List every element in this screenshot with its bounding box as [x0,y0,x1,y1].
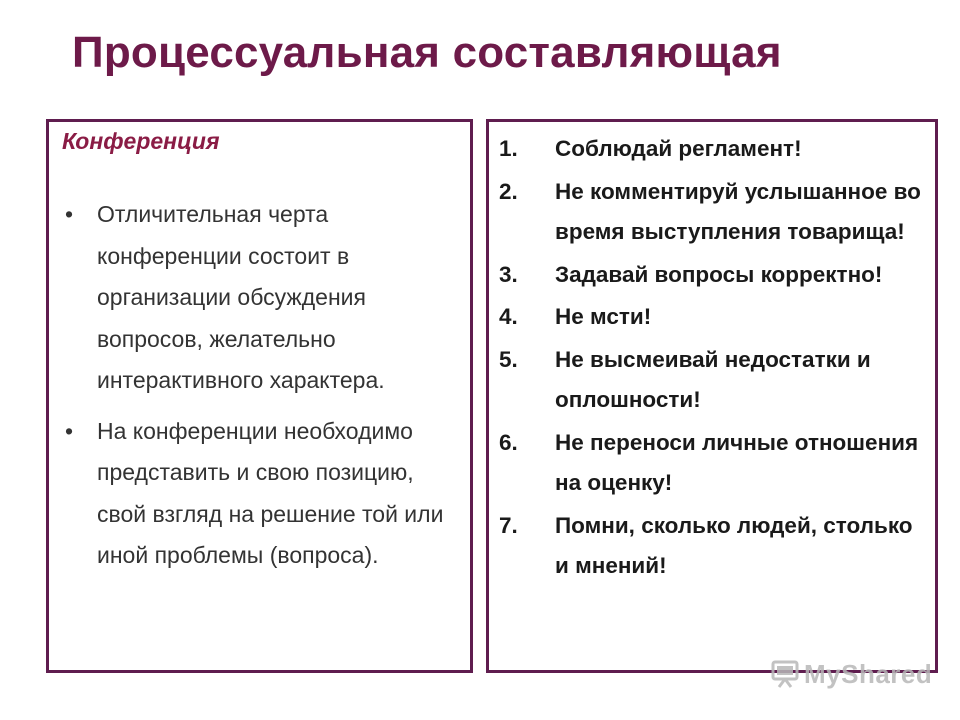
rule-text: Не переноси личные отношения на оценку! [555,429,919,495]
list-item [499,297,929,338]
list-item [59,411,459,577]
rule-text: Помни, сколько людей, столько и мнений! [555,512,913,578]
bullet-text: Отличительная черта конференции состоит в организации обсуждения вопросов, желательно интерактивного характера. [97,201,385,393]
slide-title: Процессуальная составляющая [72,28,782,77]
list-item [499,172,929,253]
rules-panel [486,119,938,673]
rule-text: Не комментируй услышанное во время выступления товарища! [555,178,921,244]
rule-text: Не высмеивай недостатки и оплошности! [555,346,871,412]
list-item [59,194,459,402]
bullet-icon: • [64,417,74,444]
conference-panel [46,119,473,673]
rule-number: 4. [499,304,518,329]
conference-bullet-list [59,194,459,586]
list-item [499,506,929,587]
list-item [499,255,929,296]
list-item [499,423,929,504]
watermark-text: MyShared [804,658,933,689]
rule-number: 7. [499,512,518,538]
rule-number: 2. [499,178,518,204]
presentation-board-icon [770,659,800,689]
bullet-icon: • [64,201,74,227]
rule-text: Задавай вопросы корректно! [555,261,883,287]
conference-heading: Конференция [62,128,220,154]
rule-text: Не мсти! [555,304,652,329]
rule-number: 6. [499,429,518,455]
rule-number: 1. [499,136,518,161]
watermark [770,656,932,692]
rule-number: 3. [499,261,518,287]
rule-number: 5. [499,346,518,372]
bullet-text: На конференции необходимо представить и свою позицию, свой взгляд на решение той или иной проблемы (вопроса). [97,417,444,568]
list-item [499,340,929,421]
rules-list [499,129,929,589]
rule-text: Соблюдай регламент! [555,136,802,161]
list-item [499,129,929,170]
